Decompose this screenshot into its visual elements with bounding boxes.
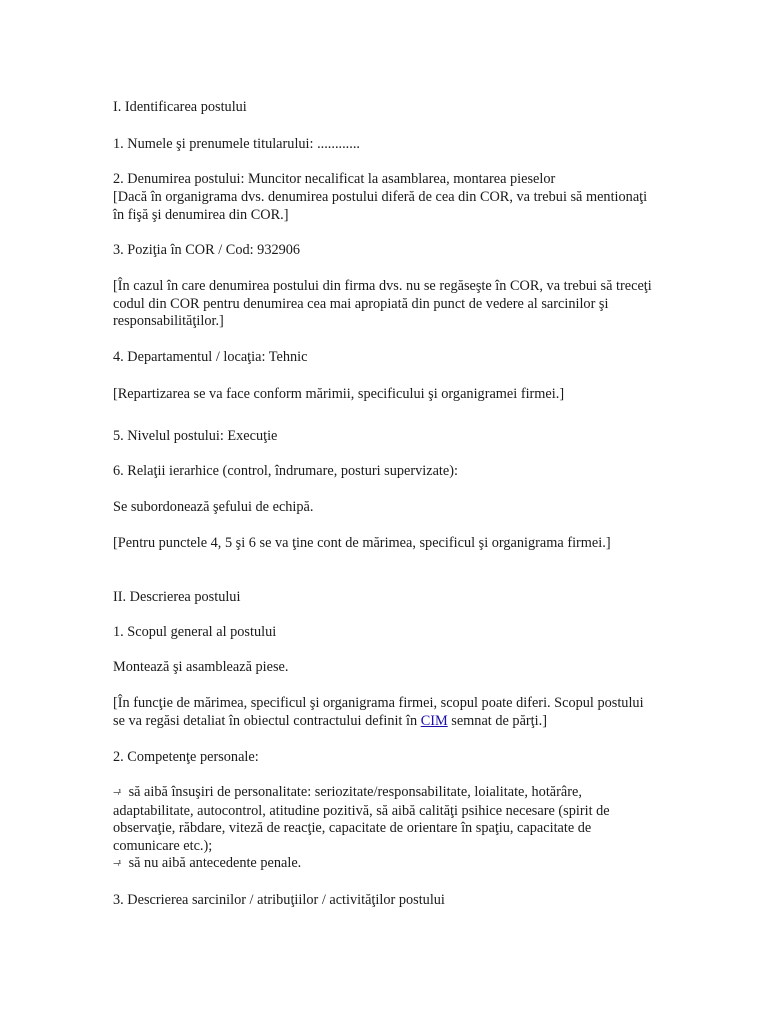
personal-skills-line: 2. Competenţe personale:: [113, 749, 259, 765]
skills-bullet-text: să aibă însuşiri de personalitate: seriozitate/responsabilitate, loialitate, hotărâre, adaptabilitate, autocontrol, atitudine pozitivă, să aibă calităţi psihice necesare (spirit de observaţie, răbdare, viteză de reacţie, capacitate de orientare în spaţiu, capacitate de comunicare etc.);: [113, 784, 610, 854]
bullet-arrow-icon: ¬¹: [113, 787, 121, 799]
skills-bullet-list: [113, 784, 653, 874]
bullet-arrow-icon: ¬¹: [113, 858, 121, 871]
general-purpose-note: [113, 695, 653, 730]
section-1-heading: I. Identificarea postului: [113, 99, 247, 115]
purpose-note-before: [În funcţie de mărimea, specificul şi organigrama firmei, scopul poate diferi. Scopul postului se va regăsi detaliat în obiectul contractului definit în: [113, 695, 644, 729]
skills-bullet-text: să nu aibă antecedente penale.: [128, 855, 302, 872]
skills-bullet-item: [113, 855, 653, 874]
section-2-heading: II. Descrierea postului: [113, 589, 241, 605]
holder-name-line: 1. Numele şi prenumele titularului: ............: [113, 136, 360, 152]
subordination-text: Se subordonează şefului de echipă.: [113, 499, 314, 515]
job-title-note: [Dacă în organigrama dvs. denumirea postului diferă de cea din COR, va trebui să mentionaţi în fişă şi denumirea din COR.]: [113, 189, 648, 223]
cim-link[interactable]: CIM: [420, 712, 448, 729]
cor-code-line: 3. Poziţia în COR / Cod: 932906: [113, 242, 301, 258]
skills-bullet-item: [113, 784, 653, 855]
general-purpose-line: 1. Scopul general al postului: [113, 624, 277, 640]
job-title-line: 2. Denumirea postului: Muncitor necalificat la asamblarea, montarea pieselor: [113, 171, 556, 187]
department-line: 4. Departamentul / locaţia: Tehnic: [113, 349, 308, 365]
department-note: [Repartizarea se va face conform mărimii, specificului şi organigramei firmei.]: [113, 386, 565, 402]
general-purpose-text: Montează şi asamblează piese.: [113, 659, 289, 675]
hierarchy-note: [Pentru punctele 4, 5 şi 6 se va ţine cont de mărimea, specificul şi organigrama firmei.]: [113, 535, 611, 551]
hierarchy-line: 6. Relaţii ierarhice (control, îndrumare, posturi supervizate):: [113, 463, 458, 479]
job-level-line: 5. Nivelul postului: Execuţie: [113, 428, 278, 444]
purpose-note-after: semnat de părţi.]: [447, 712, 547, 729]
tasks-description-line: 3. Descrierea sarcinilor / atribuţiilor / activităţilor postului: [113, 892, 445, 908]
cor-code-note: [În cazul în care denumirea postului din firma dvs. nu se regăseşte în COR, va trebui să treceţi codul din COR pentru denumirea cea mai apropiată din punct de vedere al sarcinilor şi responsabilităţilor.]: [113, 278, 652, 330]
